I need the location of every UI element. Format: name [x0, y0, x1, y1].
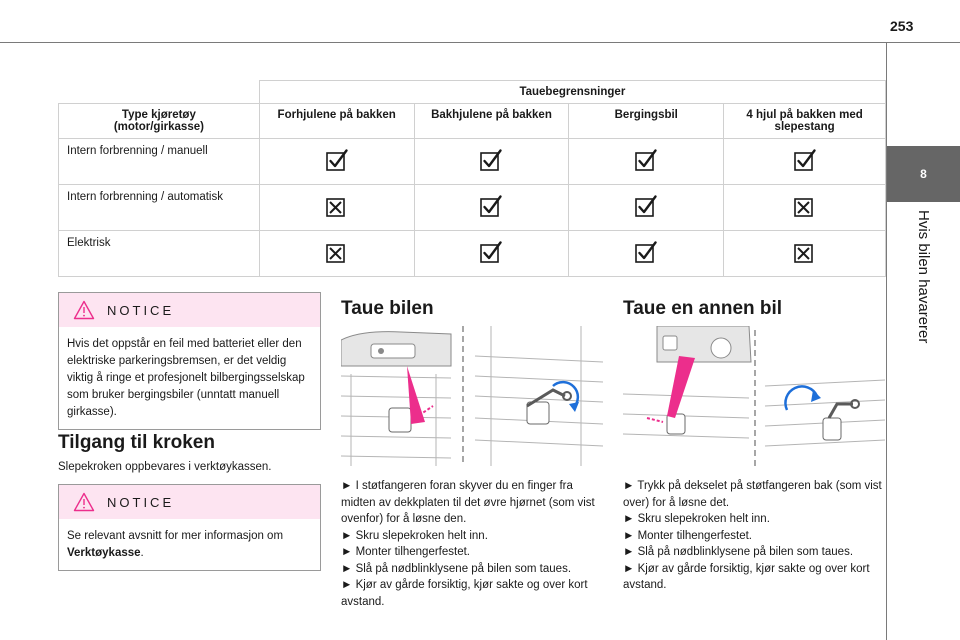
- notice-toolbox: [58, 484, 321, 571]
- front-bumper-illustration: [341, 326, 603, 466]
- rear-tow-hook-detail: [765, 380, 885, 446]
- table-cell: [414, 231, 569, 277]
- cross-icon: [793, 240, 817, 264]
- page-number: 253: [890, 18, 914, 34]
- column-header: 4 hjul på bakken med slepestang: [724, 104, 886, 139]
- table-group-header: Tauebegrensninger: [259, 81, 885, 104]
- step-item: ► Kjør av gårde forsiktig, kjør sakte og over kort avstand.: [623, 562, 870, 591]
- table-cell: [414, 139, 569, 185]
- tow-hook-detail: [475, 326, 603, 466]
- step-item: ► Slå på nødblinklysene på bilen som taues.: [341, 562, 572, 575]
- warning-icon: [73, 300, 95, 320]
- check-icon: [634, 240, 658, 264]
- step-item: ► Skru slepekroken helt inn.: [341, 529, 488, 542]
- cross-icon: [793, 194, 817, 218]
- towing-limits-table: [58, 80, 886, 277]
- row-label: Elektrisk: [59, 231, 260, 277]
- warning-icon: [73, 492, 95, 512]
- table-column-header-row: [59, 104, 886, 139]
- chapter-tab: 8: [887, 146, 960, 202]
- check-icon: [479, 194, 503, 218]
- table-cell: [569, 139, 724, 185]
- hook-storage-text: Slepekroken oppbevares i verktøykassen.: [58, 461, 272, 473]
- step-item: ► Kjør av gårde forsiktig, kjør sakte og over kort avstand.: [341, 579, 588, 608]
- table-corner: [59, 81, 260, 104]
- tow-vehicle-steps: [341, 478, 606, 610]
- notice-header: [59, 293, 320, 327]
- table-cell: [569, 231, 724, 277]
- rear-bumper-overview: [623, 326, 751, 438]
- section-title-tow-other: Taue en annen bil: [623, 298, 783, 319]
- vehicle-type-sublabel: (motor/girkasse): [113, 121, 204, 133]
- table-row: [59, 231, 886, 277]
- table-row: [59, 139, 886, 185]
- vehicle-type-header: [59, 104, 260, 139]
- tow-other-steps: [623, 478, 886, 594]
- notice-text: Hvis det oppstår en feil med batteriet eller den elektriske parkeringsbremsen, er det veldig viktig å ringe et profesjonelt bilbergingsselskap som bruker bergingsbiler (unntatt manuell girkasse).: [67, 338, 305, 418]
- step-item: ► Trykk på dekselet på støtfangeren bak (som vist over) for å løsne det.: [623, 480, 882, 509]
- toolbox-reference: Verktøykasse: [67, 547, 141, 559]
- notice-battery: [58, 292, 321, 430]
- table-cell: [259, 139, 414, 185]
- column-header: Forhjulene på bakken: [259, 104, 414, 139]
- chapter-title: [887, 210, 960, 360]
- table-cell: [724, 231, 886, 277]
- notice-title: NOTICE: [107, 302, 175, 318]
- check-icon: [325, 148, 349, 172]
- step-item: ► Slå på nødblinklysene på bilen som taues.: [623, 546, 854, 558]
- section-title-hook: Tilgang til kroken: [58, 432, 215, 453]
- step-item: ► Skru slepekroken helt inn.: [623, 513, 770, 525]
- chapter-title-text: Hvis bilen havarerer: [915, 210, 932, 344]
- row-label: Intern forbrenning / automatisk: [59, 185, 260, 231]
- notice-header: [59, 485, 320, 519]
- check-icon: [479, 148, 503, 172]
- cross-icon: [325, 194, 349, 218]
- table-cell: [724, 185, 886, 231]
- check-icon: [634, 148, 658, 172]
- rear-bumper-illustration: [623, 326, 885, 466]
- cross-icon: [325, 240, 349, 264]
- table-cell: [414, 185, 569, 231]
- step-item: ► Monter tilhengerfestet.: [623, 529, 752, 542]
- table-group-header-row: [59, 81, 886, 104]
- notice-text-plain: Se relevant avsnitt for mer informasjon om: [67, 530, 284, 542]
- notice-title: NOTICE: [107, 494, 175, 510]
- table-row: [59, 185, 886, 231]
- step-item: ► I støtfangeren foran skyver du en finger fra midten av dekkplaten til det øvre hjørnet (som vist ovenfor) for å løsne den.: [341, 480, 595, 525]
- vehicle-type-label: Type kjøretøy: [121, 109, 196, 121]
- step-item: ► Monter tilhengerfestet.: [341, 546, 470, 558]
- notice-text-end: .: [140, 547, 144, 559]
- table-cell: [259, 231, 414, 277]
- check-icon: [793, 148, 817, 172]
- table-cell: [569, 185, 724, 231]
- header-divider: [0, 42, 960, 43]
- section-title-tow-vehicle: Taue bilen: [341, 298, 434, 319]
- check-icon: [634, 194, 658, 218]
- table-cell: [724, 139, 886, 185]
- row-label: Intern forbrenning / manuell: [59, 139, 260, 185]
- check-icon: [479, 240, 503, 264]
- column-header: Bergingsbil: [569, 104, 724, 139]
- table-cell: [259, 185, 414, 231]
- column-header: Bakhjulene på bakken: [414, 104, 569, 139]
- front-bumper-overview: [341, 332, 451, 466]
- notice-text: [59, 519, 320, 570]
